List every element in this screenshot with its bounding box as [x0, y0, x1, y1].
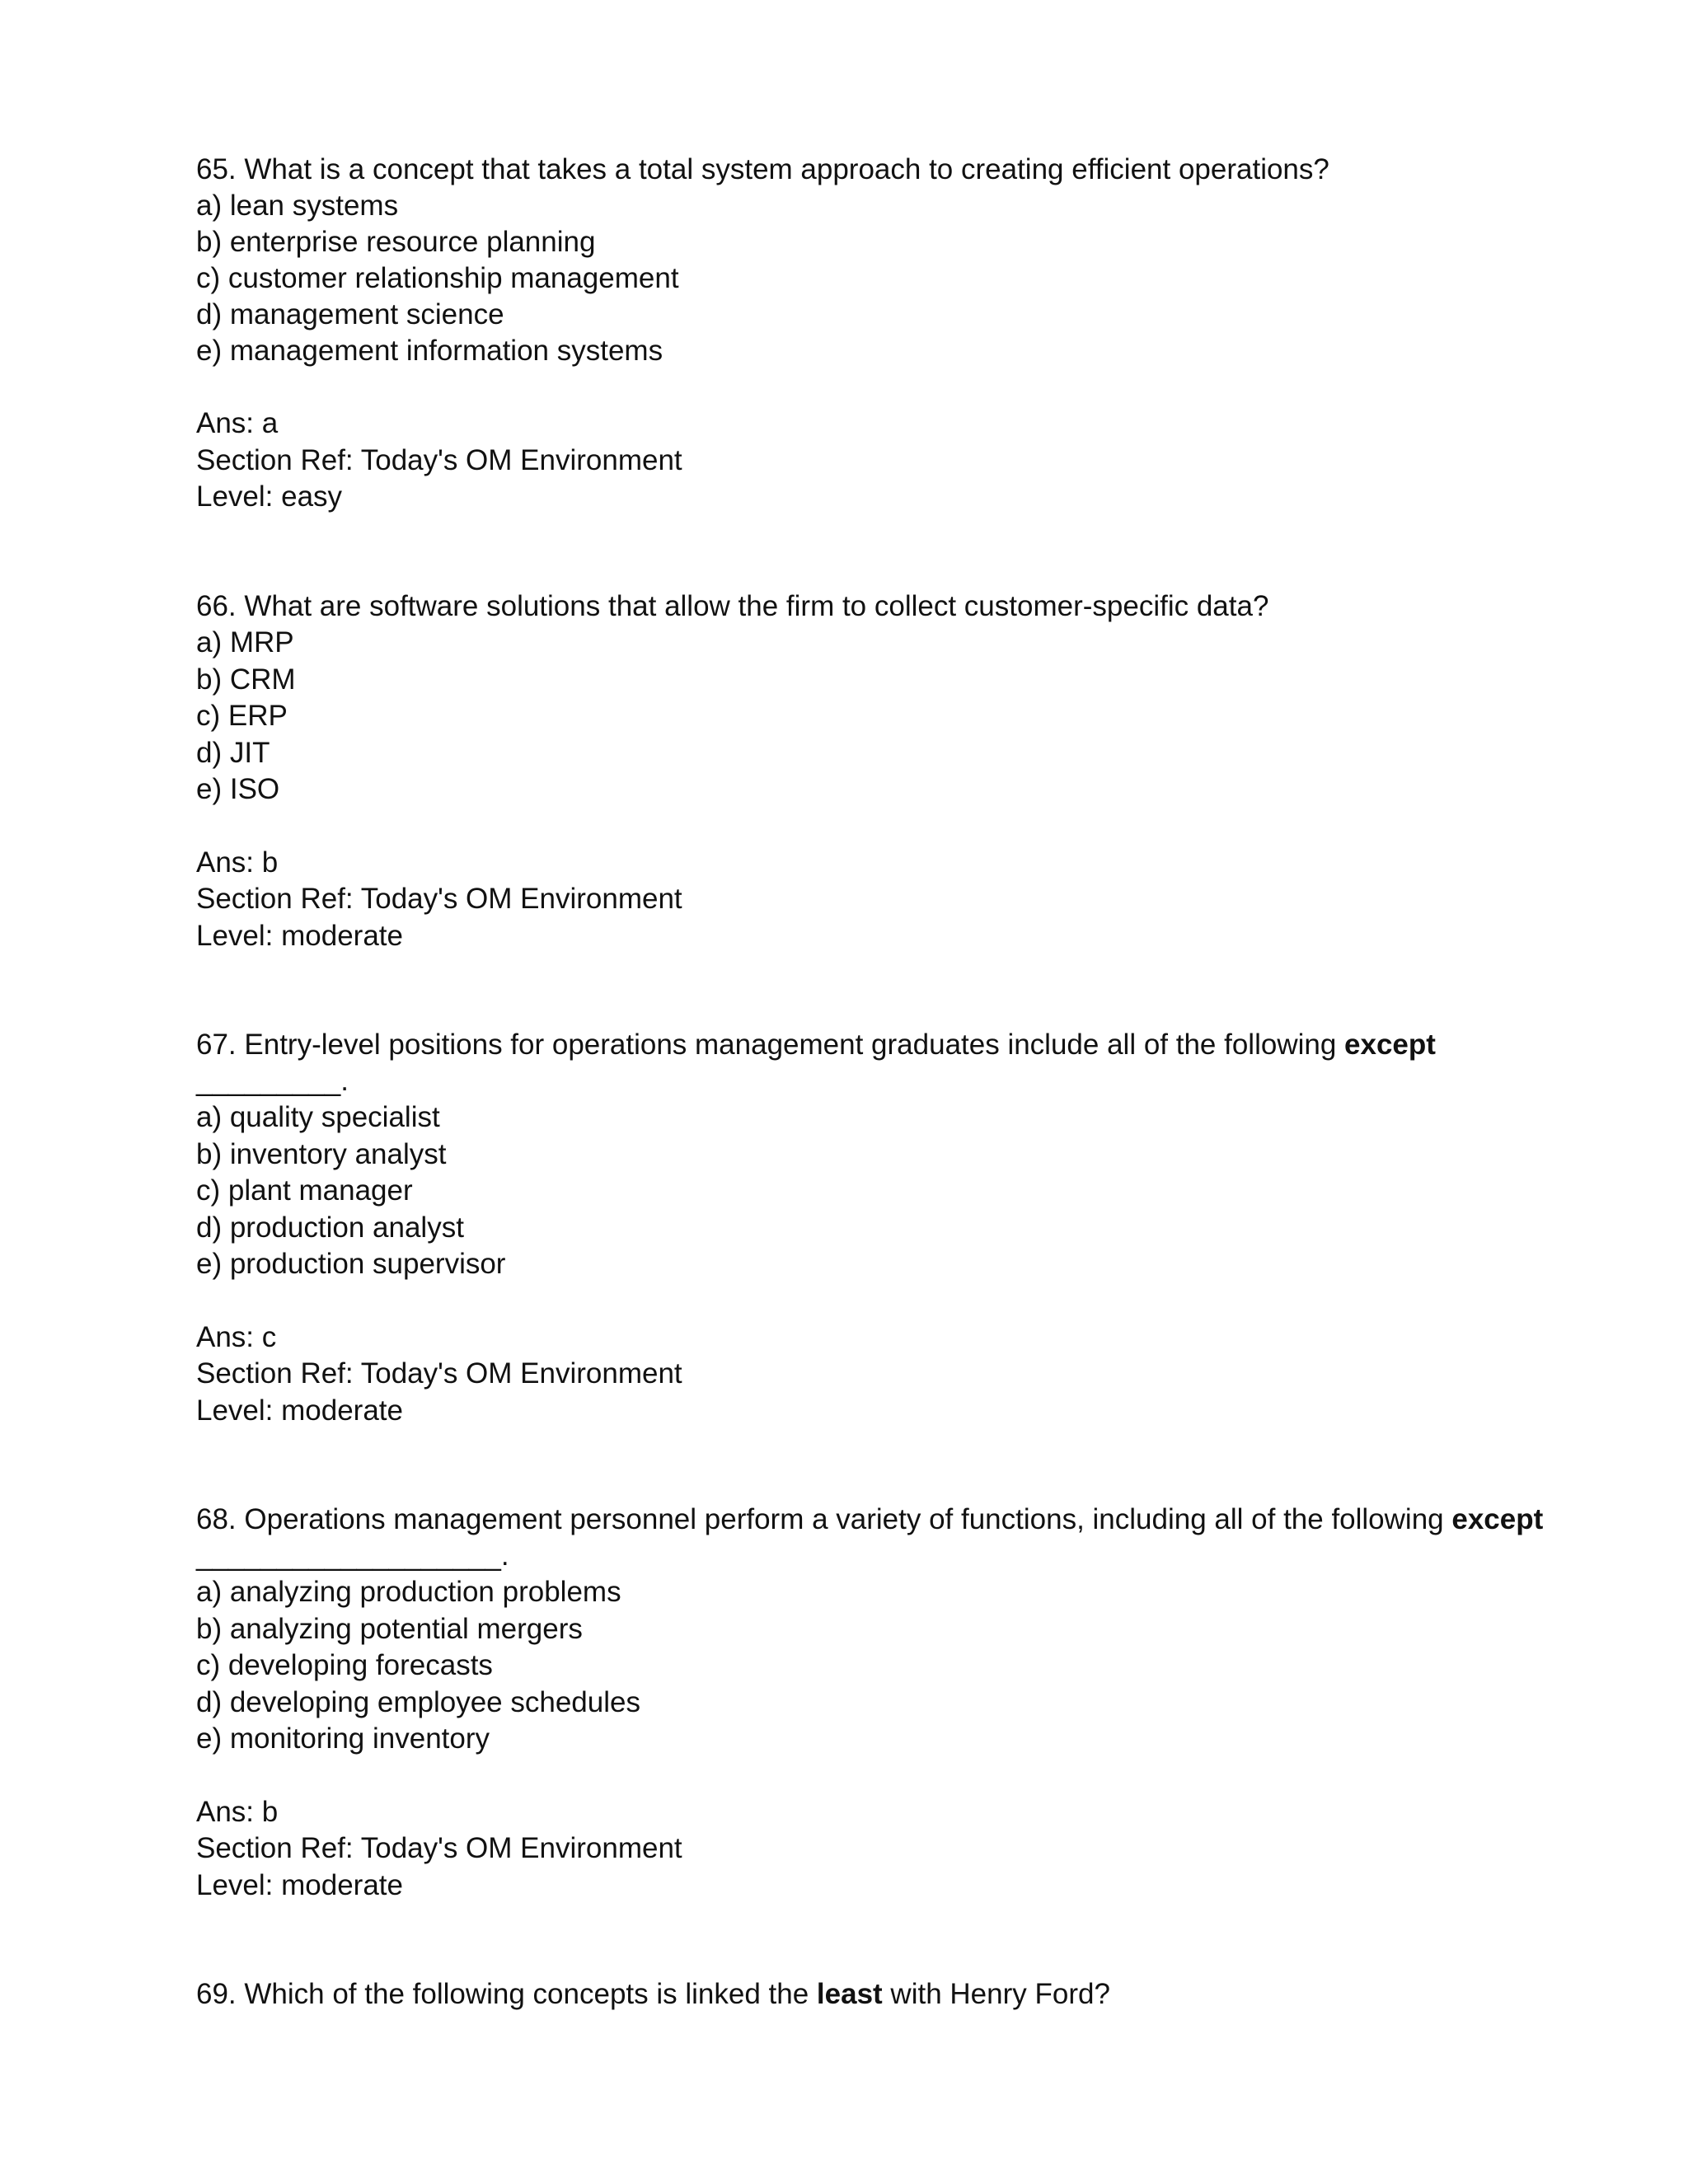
question-66-level: Level: moderate [196, 920, 403, 952]
question-69-stem-text-pre: 69. Which of the following concepts is linked the [196, 1978, 817, 2010]
question-68-answer: Ans: b [196, 1796, 279, 1828]
question-68-option-e: e) monitoring inventory [196, 1722, 490, 1755]
question-68-level: Level: moderate [196, 1869, 403, 1901]
question-67-answer: Ans: c [196, 1321, 277, 1353]
question-68-option-b: b) analyzing potential mergers [196, 1613, 583, 1645]
question-67-option-c: c) plant manager [196, 1174, 413, 1207]
question-66-stem: 66. What are software solutions that allow the firm to collect customer-specific data? [196, 590, 1269, 622]
question-69-stem-emphasis: least [816, 1978, 883, 2010]
question-66-section-ref: Section Ref: Today's OM Environment [196, 883, 682, 915]
question-66-option-d: d) JIT [196, 737, 270, 769]
question-68-stem [196, 1502, 1543, 1538]
question-68-section-ref: Section Ref: Today's OM Environment [196, 1832, 682, 1864]
question-68-blank: ___________________. [196, 1540, 509, 1572]
question-65-answer: Ans: a [196, 407, 279, 439]
question-66-answer: Ans: b [196, 846, 279, 879]
question-67-option-e: e) production supervisor [196, 1248, 506, 1280]
question-65-stem: 65. What is a concept that takes a total system approach to creating efficient operations? [196, 153, 1329, 185]
question-66-option-b: b) CRM [196, 663, 296, 696]
question-65-option-e: e) management information systems [196, 335, 663, 367]
question-66-option-e: e) ISO [196, 773, 280, 805]
question-67-section-ref: Section Ref: Today's OM Environment [196, 1357, 682, 1390]
question-68-stem-text: 68. Operations management personnel perform a variety of functions, including all of the following [196, 1503, 1452, 1535]
question-67-blank: _________. [196, 1065, 349, 1097]
question-67-stem [196, 1027, 1436, 1063]
question-65-option-c: c) customer relationship management [196, 262, 679, 294]
question-66-option-c: c) ERP [196, 700, 288, 732]
question-65-option-a: a) lean systems [196, 190, 399, 222]
question-68-stem-emphasis: except [1451, 1503, 1544, 1535]
question-65-level: Level: easy [196, 480, 343, 513]
question-65-option-d: d) management science [196, 298, 504, 330]
question-67-stem-text: 67. Entry-level positions for operations management graduates include all of the following [196, 1029, 1345, 1061]
question-67-option-d: d) production analyst [196, 1212, 464, 1244]
question-65-option-b: b) enterprise resource planning [196, 226, 596, 258]
question-65-section-ref: Section Ref: Today's OM Environment [196, 444, 682, 476]
question-68-option-a: a) analyzing production problems [196, 1576, 621, 1608]
question-66-option-a: a) MRP [196, 626, 294, 658]
question-67-option-b: b) inventory analyst [196, 1138, 447, 1170]
question-68-option-c: c) developing forecasts [196, 1649, 493, 1681]
question-69-stem [196, 1976, 1110, 2013]
question-67-level: Level: moderate [196, 1394, 403, 1427]
question-69-stem-text-post: with Henry Ford? [882, 1978, 1110, 2010]
question-67-stem-emphasis: except [1344, 1029, 1436, 1061]
question-68-option-d: d) developing employee schedules [196, 1686, 640, 1718]
question-67-option-a: a) quality specialist [196, 1101, 440, 1133]
